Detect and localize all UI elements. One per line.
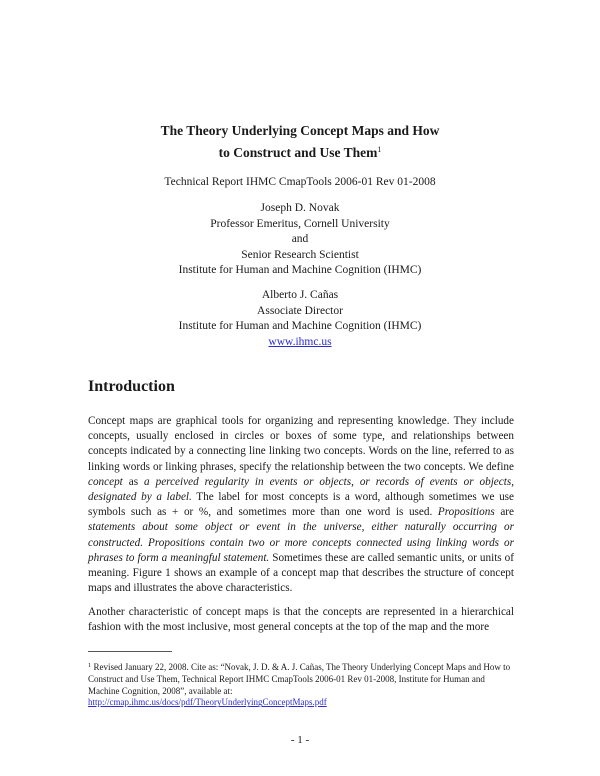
title-footnote-mark[interactable]: 1: [377, 145, 382, 154]
author-1-block: [0, 201, 600, 279]
p1-text-2: as: [122, 475, 145, 488]
author-1-name: Joseph D. Novak: [260, 202, 340, 214]
intro-paragraph-2: Another characteristic of concept maps is that the concepts are represented in a hierarchical fashion with the most inclusive, most general concepts at the top of the map and the more: [88, 606, 514, 634]
p1-term-propositions: Propositions: [437, 506, 495, 519]
footnote-separator: [88, 651, 172, 652]
footnote-pdf-link[interactable]: http://cmap.ihmc.us/docs/pdf/TheoryUnderlyingConceptMaps.pdf: [88, 697, 327, 708]
p1-proposition-definition: statements about some object or event in the universe, either naturally occurring or constructed. Propositions contain two or more concepts connected using linking words or phrases to form a meaningful statement.: [88, 521, 514, 564]
p1-text-4: are: [494, 506, 514, 519]
section-heading-introduction: Introduction: [88, 378, 175, 395]
report-number: Technical Report IHMC CmapTools 2006-01 Rev 01-2008: [164, 176, 436, 188]
author-2-name: Alberto J. Cañas: [261, 289, 339, 301]
author-1-affiliation: Institute for Human and Machine Cognition (IHMC): [178, 264, 422, 276]
p1-term-concept: concept: [88, 475, 123, 488]
intro-paragraph-1: [88, 414, 514, 596]
paper-title: [0, 121, 600, 162]
p1-text-1: Concept maps are graphical tools for organizing and representing knowledge. They include concepts, usually enclosed in circles or boxes of some type, and relationships between concepts indicated by a connecting line linking two concepts. Words on the line, referred to as linking words or linking phrases, specify the relationship between the two concepts. We define: [88, 415, 514, 473]
author-1-role-2: Senior Research Scientist: [241, 248, 359, 261]
ihmc-website-link[interactable]: www.ihmc.us: [268, 335, 332, 348]
author-1-role: Professor Emeritus, Cornell University: [210, 217, 390, 230]
author-2-affiliation: Institute for Human and Machine Cognition (IHMC): [178, 320, 422, 332]
author-1-conjunction: and: [291, 233, 309, 245]
footnote-text: Revised January 22, 2008. Cite as: “Novak, J. D. & A. J. Cañas, The Theory Underlying Concept Maps and How to Construct and Use Them, Technical Report IHMC CmapTools 2006-01 Rev 01-2008, Institute for Human and Machine Cognition, 2008”, available at:: [88, 662, 511, 696]
author-2-role: Associate Director: [257, 304, 343, 317]
footnote: [88, 660, 518, 709]
p1-concept-definition: a perceived regularity in events or objects, or records of events or objects, designated by a label.: [88, 475, 514, 504]
p1-text-5: Sometimes these are called semantic units, or units of meaning. Figure 1 shows an example of a concept map that describes the structure of concept maps and illustrates the above characteristics.: [88, 551, 514, 595]
footnote-mark: 1: [88, 662, 92, 669]
p1-text-3: The label for most concepts is a word, although sometimes we use symbols such as + or %, and sometimes more than one word is used.: [88, 491, 514, 519]
page-number: - 1 -: [290, 734, 310, 746]
title-line-1: The Theory Underlying Concept Maps and How: [160, 123, 440, 138]
author-2-block: [0, 288, 600, 350]
title-line-2: to Construct and Use Them: [218, 145, 378, 160]
